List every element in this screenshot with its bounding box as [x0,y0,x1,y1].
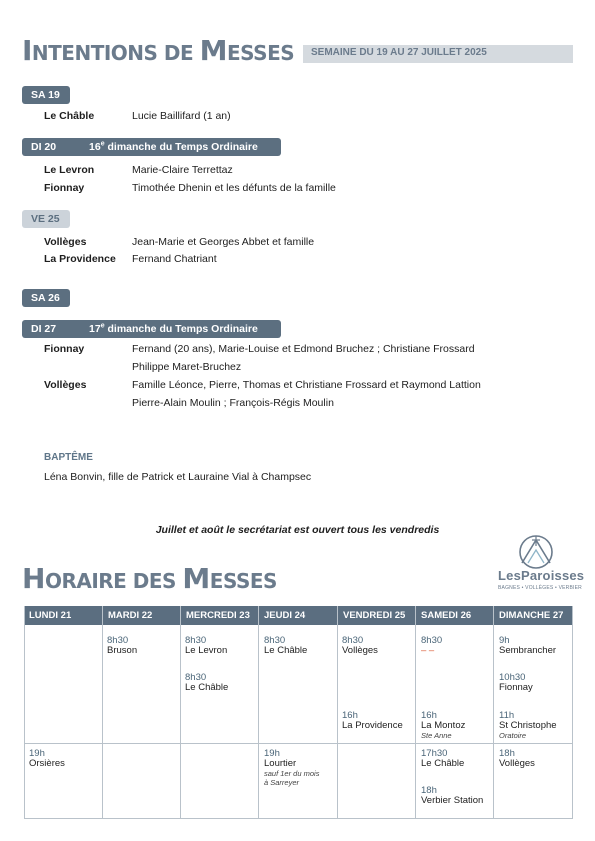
intention-text: Timothée Dhenin et les défunts de la famille [132,182,336,194]
mass-time: 17h30 [421,748,448,759]
column-header: MERCREDI 23 [181,606,258,625]
mass-time: 8h30 [342,635,364,646]
horaire-title [22,562,277,595]
mass-note: sauf 1er du mois [264,769,320,778]
grid-line [102,606,103,819]
subtitle-sup: e [100,322,105,330]
day-bar-di20 [22,138,281,156]
mass-place: Lourtier [264,758,297,769]
week-label: SEMAINE DU 19 AU 27 JUILLET 2025 [311,47,487,58]
subtitle-text: dimanche du Temps Ordinaire [104,141,258,153]
mass-time: 18h [421,785,437,796]
column-header: DIMANCHE 27 [494,606,573,625]
title-initial: H [22,562,45,595]
grid-line [24,743,573,744]
title-part: ESSES [209,569,277,593]
mass-place: Le Levron [185,645,228,656]
mass-entry [264,636,307,656]
day-label: DI 20 [31,141,57,153]
mass-time: 8h30 [421,635,443,646]
column-header: VENDREDI 25 [338,606,415,625]
column-header: SAMEDI 26 [416,606,493,625]
mass-place: Vollèges [342,645,378,656]
day-label: DI 27 [31,323,57,335]
mass-place: Le Châble [421,758,465,769]
title-part: NTENTIONS DE [31,41,200,65]
title-initial: M [199,34,227,67]
day-bar-ve25 [22,210,70,228]
intention-text: Philippe Maret-Bruchez [132,361,242,373]
mass-place: Bruson [107,645,138,656]
mass-place: Sembrancher [499,645,557,656]
mass-place: Verbier Station [421,795,484,806]
mass-time: 8h30 [185,672,207,683]
mass-entry [107,636,137,656]
mass-entry [185,673,228,693]
mass-note: à Sarreyer [264,778,300,787]
intention-text: Jean-Marie et Georges Abbet et famille [132,236,315,248]
mass-place: Le Châble [264,645,308,656]
day-bar-sa26 [22,289,70,307]
day-bar-di27 [22,320,281,338]
title-part: ORAIRE DES [44,569,183,593]
mass-entry [499,636,556,656]
mass-entry [499,711,557,740]
mass-place: St Christophe [499,720,557,731]
grid-line [337,606,338,819]
grid-line [258,606,259,819]
mass-entry [421,749,464,769]
subtitle-sup: e [100,140,105,148]
logo-subtitle: BAGNES • VOLLÈGES • VERBIER [498,585,582,591]
grid-line [572,606,573,819]
day-bar-sa19 [22,86,70,104]
location-label: Le Levron [44,164,95,176]
mass-entry [185,636,227,656]
mass-time: 9h [499,635,510,646]
location-label: Vollèges [44,236,87,248]
mass-place: Orsières [29,758,65,769]
mass-entry [29,749,65,769]
grid-line [415,606,416,819]
mass-entry [421,636,442,656]
intention-text: Fernand (20 ans), Marie-Louise et Edmond Bruchez ; Christiane Frossard [132,343,475,355]
mass-time: 16h [421,710,437,721]
day-label: SA 26 [31,292,60,304]
day-subtitle [89,138,258,156]
logo-wordmark: LesParoisses [498,568,585,583]
intention-text: Marie-Claire Terrettaz [132,164,233,176]
location-label: Fionnay [44,343,85,355]
bapteme-text: Léna Bonvin, fille de Patrick et Lauraine Vial à Champsec [44,471,312,483]
location-label: Vollèges [44,379,87,391]
schedule-table [24,606,573,819]
location-label: La Providence [44,253,116,265]
grid-line [24,818,573,819]
intention-text: Famille Léonce, Pierre, Thomas et Christiane Frossard et Raymond Lattion [132,379,481,391]
mass-entry [421,711,465,740]
intention-text: Fernand Chatriant [132,253,217,265]
mass-time: 8h30 [185,635,207,646]
mass-time: 19h [264,748,280,759]
location-label: Fionnay [44,182,85,194]
mass-time: 19h [29,748,45,759]
grid-line [24,606,25,819]
grid-line [493,606,494,819]
mass-time: 8h30 [107,635,129,646]
day-subtitle [89,320,258,338]
mass-entry [499,673,533,693]
mass-entry [421,786,483,806]
intention-text: Pierre-Alain Moulin ; François-Régis Moulin [132,397,334,409]
subtitle-text: dimanche du Temps Ordinaire [104,323,258,335]
title-initial: I [22,34,32,67]
column-header: LUNDI 21 [24,606,102,625]
bapteme-heading: BAPTÊME [44,452,93,463]
column-header: MARDI 22 [103,606,180,625]
mass-time: 16h [342,710,358,721]
subtitle-number: 17 [89,323,101,335]
day-label: SA 19 [31,89,60,101]
mass-note: Ste Anne [421,731,452,740]
mass-place: La Providence [342,720,403,731]
mass-note: Oratoire [499,731,527,740]
location-label: Le Châble [44,110,95,122]
secretariat-note: Juillet et août le secrétariat est ouvert tous les vendredis [155,524,440,536]
grid-line [180,606,181,819]
subtitle-number: 16 [89,141,101,153]
intentions-title [22,34,294,67]
mass-place: Vollèges [499,758,535,769]
title-initial: M [182,562,210,595]
mass-time: 10h30 [499,672,526,683]
mass-time: 18h [499,748,515,759]
mass-entry [342,636,378,656]
mass-place: La Montoz [421,720,466,731]
mass-placeholder-dash: – – [421,645,435,656]
title-part: ESSES [227,41,295,65]
mass-entry [499,749,535,769]
intention-text: Lucie Baillifard (1 an) [132,110,231,122]
mass-entry [342,711,403,731]
column-header: JEUDI 24 [259,606,337,625]
mass-place: Le Châble [185,682,229,693]
day-label: VE 25 [31,213,60,225]
mass-entry [264,749,319,787]
mass-place: Fionnay [499,682,533,693]
mass-time: 11h [499,710,515,721]
mass-time: 8h30 [264,635,286,646]
